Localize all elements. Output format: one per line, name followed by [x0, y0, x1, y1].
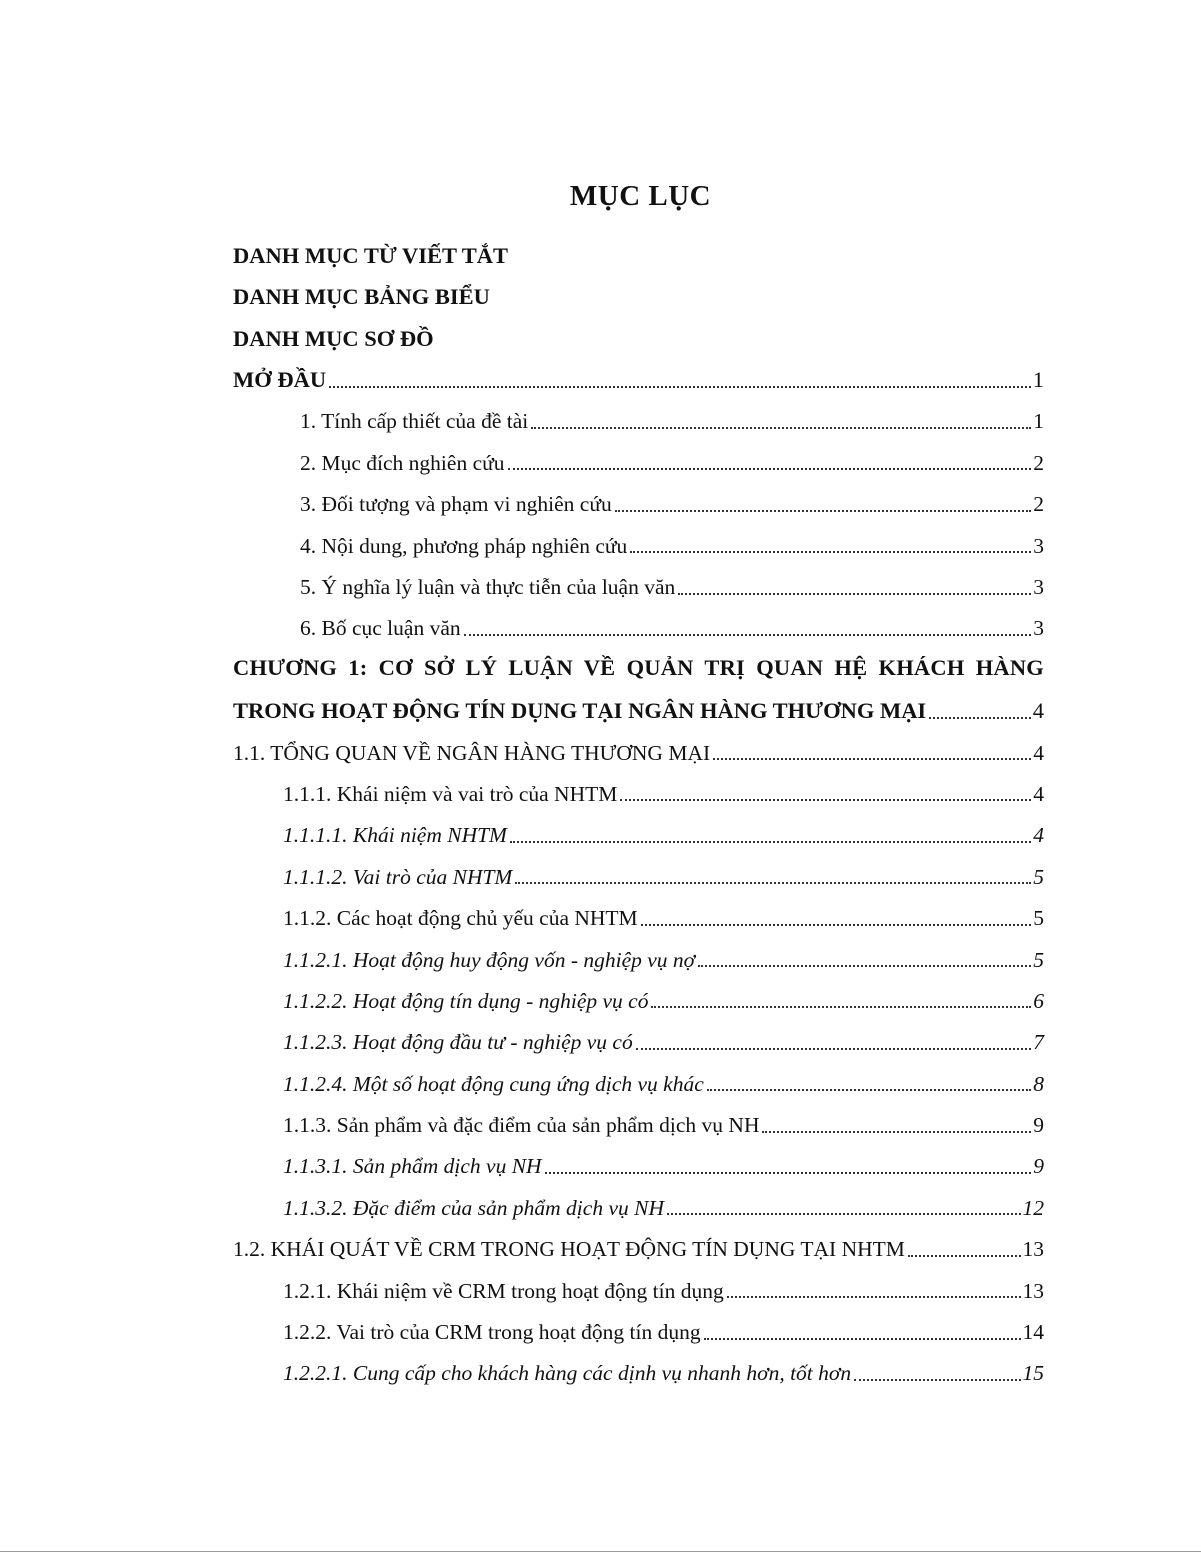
dot-leader [329, 386, 1031, 388]
dot-leader [515, 882, 1031, 884]
toc-label: DANH MỤC SƠ ĐỒ [233, 325, 434, 351]
toc-entry-1-2-2[interactable] [233, 1302, 1044, 1343]
toc-entry-1-1-3-1[interactable] [233, 1137, 1044, 1178]
toc-entry-chapter-1-line-2[interactable] [233, 681, 1044, 722]
toc-page-number: 4 [1032, 698, 1044, 724]
toc-page-number: 1 [1033, 409, 1044, 434]
toc-entry-1-2[interactable] [233, 1219, 1044, 1260]
toc-label: 1.1.2.1. Hoạt động huy động vốn - nghiệp vụ nợ [283, 947, 696, 972]
toc-page-number: 13 [1022, 1278, 1044, 1303]
toc-entry-1-1-1-1[interactable] [233, 805, 1044, 846]
toc-entry-chapter-1-line-1[interactable] [233, 640, 1044, 681]
toc-entry-intro-2[interactable] [233, 433, 1044, 474]
toc-entry-intro-1[interactable] [233, 392, 1044, 433]
bottom-edge-line [0, 1551, 1201, 1552]
toc-entry-1-1-1-2[interactable] [233, 847, 1044, 888]
toc-label: 1.1.1.2. Vai trò của NHTM [283, 864, 513, 889]
toc-entry-1-1-2[interactable] [233, 888, 1044, 929]
toc-page-number: 9 [1033, 1154, 1044, 1179]
toc-label: DANH MỤC BẢNG BIỂU [233, 284, 490, 310]
toc-entry-1-1-2-4[interactable] [233, 1054, 1044, 1095]
toc-page-number: 12 [1022, 1195, 1044, 1220]
toc-label: 2. Mục đích nghiên cứu [300, 450, 505, 475]
toc-page-number: 5 [1033, 947, 1044, 972]
toc-label: TRONG HOẠT ĐỘNG TÍN DỤNG TẠI NGÂN HÀNG THƯƠNG MẠI [233, 698, 927, 724]
toc-entry-1-1-3[interactable] [233, 1095, 1044, 1136]
toc-label: 1.1.2.2. Hoạt động tín dụng - nghiệp vụ có [283, 988, 649, 1013]
toc-page-number: 9 [1033, 1113, 1044, 1138]
toc-label: 1.1.3.1. Sản phẩm dịch vụ NH [283, 1154, 542, 1179]
toc-label: 1.2. KHÁI QUÁT VỀ CRM TRONG HOẠT ĐỘNG TÍN DỤNG TẠI NHTM [233, 1237, 905, 1262]
toc-label: 5. Ý nghĩa lý luận và thực tiễn của luận văn [300, 575, 676, 600]
toc-label: 1.1.3. Sản phẩm và đặc điểm của sản phẩm dịch vụ NH [283, 1113, 760, 1138]
toc-entry-1-1-3-2[interactable] [233, 1178, 1044, 1219]
toc-entry-intro-6[interactable] [233, 599, 1044, 640]
toc-label: 1.2.2.1. Cung cấp cho khách hàng các dịnh vụ nhanh hơn, tốt hơn [283, 1361, 852, 1386]
toc-entry-diagrams[interactable] [233, 309, 1044, 350]
dot-leader [762, 1131, 1031, 1133]
dot-leader [704, 1338, 1021, 1340]
toc-page-number: 5 [1033, 906, 1044, 931]
toc-entry-1-1-2-1[interactable] [233, 930, 1044, 971]
toc-page-number: 2 [1033, 450, 1044, 475]
dot-leader [651, 1006, 1031, 1008]
toc-page-number: 15 [1022, 1361, 1044, 1386]
dot-leader [641, 924, 1032, 926]
dot-leader [707, 1089, 1031, 1091]
dot-leader [620, 799, 1031, 801]
toc-page-number: 8 [1033, 1071, 1044, 1096]
dot-leader [929, 717, 1031, 719]
page-title: MỤC LỤC [569, 180, 712, 212]
dot-leader [667, 1213, 1021, 1215]
toc-label: MỞ ĐẦU [233, 367, 327, 393]
dot-leader [908, 1255, 1021, 1257]
toc-entry-1-1-1[interactable] [233, 764, 1044, 805]
dot-leader [630, 551, 1031, 553]
toc-page-number: 6 [1033, 988, 1044, 1013]
toc-entry-1-1[interactable] [233, 723, 1044, 764]
toc-label: 1.1. TỔNG QUAN VỀ NGÂN HÀNG THƯƠNG MẠI [233, 740, 711, 765]
dot-leader [531, 427, 1031, 429]
toc-entry-1-2-2-1[interactable] [233, 1344, 1044, 1385]
toc-label: 1.2.1. Khái niệm về CRM trong hoạt động tín dụng [283, 1278, 724, 1303]
dot-leader [678, 593, 1031, 595]
dot-leader [510, 841, 1031, 843]
toc-label: DANH MỤC TỪ VIẾT TẮT [233, 242, 509, 268]
toc-entry-intro-4[interactable] [233, 516, 1044, 557]
toc-page-number: 4 [1033, 823, 1044, 848]
toc-page-number: 1 [1032, 367, 1044, 393]
dot-leader [698, 965, 1031, 967]
toc-entry-1-2-1[interactable] [233, 1261, 1044, 1302]
toc-label: 1.1.3.2. Đặc điểm của sản phẩm dịch vụ NH [283, 1195, 664, 1220]
toc-entry-intro-5[interactable] [233, 557, 1044, 598]
dot-leader [508, 468, 1032, 470]
toc-page-number: 5 [1033, 864, 1044, 889]
toc-page-number: 7 [1033, 1030, 1044, 1055]
toc-entry-1-1-2-2[interactable] [233, 971, 1044, 1012]
toc-label: 1.1.2. Các hoạt động chủ yếu của NHTM [283, 906, 638, 931]
dot-leader [854, 1379, 1020, 1381]
toc-label: 1.1.1. Khái niệm và vai trò của NHTM [283, 781, 618, 806]
toc-label: 3. Đối tượng và phạm vi nghiên cứu [300, 492, 612, 517]
toc-page-number: 3 [1033, 616, 1044, 641]
dot-leader [636, 1048, 1032, 1050]
toc-label: 6. Bố cục luận văn [300, 616, 461, 641]
toc-entry-abbreviations[interactable] [233, 226, 1044, 267]
toc-label: 1.1.2.4. Một số hoạt động cung ứng dịch vụ khác [283, 1071, 704, 1096]
toc-page-number: 4 [1033, 781, 1044, 806]
toc-label: 1.1.1.1. Khái niệm NHTM [283, 823, 507, 848]
toc-entry-1-1-2-3[interactable] [233, 1012, 1044, 1053]
toc-page-number: 3 [1033, 533, 1044, 558]
toc-label: 4. Nội dung, phương pháp nghiên cứu [300, 533, 628, 558]
toc-page-number: 4 [1033, 740, 1044, 765]
toc-page-number: 13 [1022, 1237, 1044, 1262]
toc-entry-tables[interactable] [233, 267, 1044, 308]
dot-leader [615, 510, 1032, 512]
toc-label: 1. Tính cấp thiết của đề tài [300, 409, 529, 434]
toc-page-number: 3 [1033, 575, 1044, 600]
toc-label: 1.2.2. Vai trò của CRM trong hoạt động tín dụng [283, 1320, 701, 1345]
toc-label: CHƯƠNG 1: CƠ SỞ LÝ LUẬN VỀ QUẢN TRỊ QUAN HỆ KHÁCH HÀNG [233, 655, 1044, 681]
toc-label: 1.1.2.3. Hoạt động đầu tư - nghiệp vụ có [283, 1030, 633, 1055]
table-of-contents [233, 226, 1044, 1385]
dot-leader [464, 634, 1032, 636]
toc-entry-intro-3[interactable] [233, 474, 1044, 515]
dot-leader [713, 758, 1031, 760]
dot-leader [727, 1296, 1021, 1298]
toc-page-number: 14 [1022, 1320, 1044, 1345]
dot-leader [545, 1172, 1032, 1174]
toc-page-number: 2 [1033, 492, 1044, 517]
toc-entry-introduction[interactable] [233, 350, 1044, 391]
